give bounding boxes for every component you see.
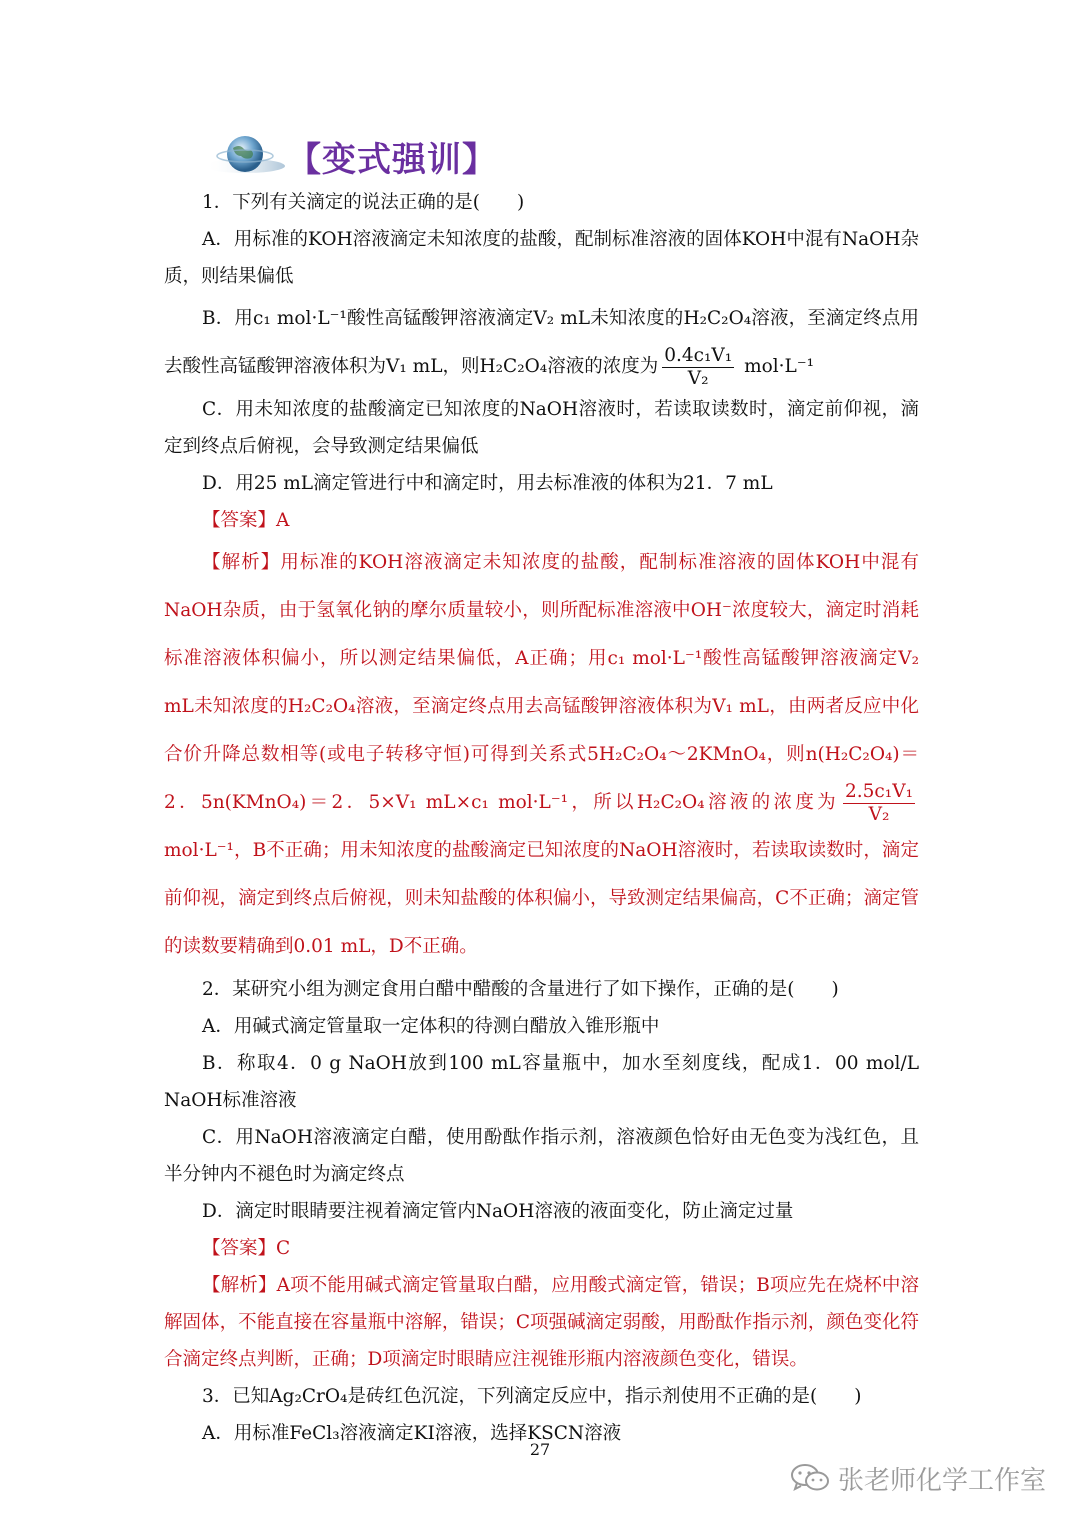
answer-value: A bbox=[276, 510, 290, 531]
question-2-option-c: C．用NaOH溶液滴定白醋，使用酚酞作指示剂，溶液颜色恰好由无色变为浅红色，且半分钟内不褪色时为滴定终点 bbox=[164, 1127, 919, 1185]
answer-label: 【答案】 bbox=[202, 510, 277, 531]
question-1-analysis bbox=[164, 539, 919, 971]
question-3-option-a: A．用标准FeCl₃溶液滴定KI溶液，选择KSCN溶液 bbox=[202, 1423, 622, 1444]
question-2-option-a: A．用碱式滴定管量取一定体积的待测白醋放入锥形瓶中 bbox=[202, 1016, 660, 1037]
question-1-option-d: D．用25 mL滴定管进行中和滴定时，用去标准液的体积为21．7 mL bbox=[202, 473, 773, 494]
option-b-text: B．用c₁ mol·L⁻¹酸性高锰酸钾溶液滴定V₂ mL未知浓度的H₂C₂O₄溶液，至滴定终点用去酸性高锰酸钾溶液体积为V₁ mL，则H₂C₂O₄溶液的浓度为 bbox=[164, 308, 919, 377]
section-title: 【变式强训】 bbox=[287, 140, 497, 180]
analysis-text: A项不能用碱式滴定管量取白醋，应用酸式滴定管，错误；B项应先在烧杯中溶解固体，不能直接在容量瓶中溶解，错误；C项强碱滴定弱酸，用酚酞作指示剂，颜色变化符合滴定终点判断，正确；D项滴定时眼睛应注视锥形瓶内溶液颜色变化，错误。 bbox=[164, 1275, 919, 1370]
fraction bbox=[662, 345, 734, 390]
fraction-denominator: V₂ bbox=[687, 367, 709, 389]
question-1-option-a: A．用标准的KOH溶液滴定未知浓度的盐酸，配制标准溶液的固体KOH中混有NaOH杂质，则结果偏低 bbox=[164, 229, 919, 287]
option-b-unit: mol·L⁻¹ bbox=[738, 356, 815, 377]
question-2-option-d: D．滴定时眼睛要注视着滴定管内NaOH溶液的液面变化，防止滴定过量 bbox=[202, 1201, 794, 1222]
answer-value: C bbox=[276, 1238, 291, 1259]
question-1-answer bbox=[164, 502, 919, 539]
question-2-analysis bbox=[164, 1267, 919, 1378]
analysis-label: 【解析】 bbox=[202, 1275, 277, 1296]
section-header bbox=[205, 130, 505, 186]
fraction-denominator: V₂ bbox=[868, 803, 890, 825]
answer-label: 【答案】 bbox=[202, 1238, 277, 1259]
globe-icon bbox=[205, 130, 295, 186]
watermark bbox=[790, 1458, 1046, 1498]
fraction-numerator: 2.5c₁V₁ bbox=[845, 780, 913, 802]
question-3-stem: 3．已知Ag₂CrO₄是砖红色沉淀，下列滴定反应中，指示剂使用不正确的是( ) bbox=[202, 1386, 862, 1407]
question-1-option-b bbox=[164, 295, 919, 391]
question-2-answer bbox=[164, 1230, 919, 1267]
analysis-text: 用标准的KOH溶液滴定未知浓度的盐酸，配制标准溶液的固体KOH中混有NaOH杂质，由于氢氧化钠的摩尔质量较小，则所配标准溶液中OH⁻浓度较大，滴定时消耗标准溶液体积偏小，所以测定结果偏低，A正确；用c₁ mol·L⁻¹酸性高锰酸钾溶液滴定V₂ mL未知浓度的H₂C₂O₄溶液，至滴定终点用去高锰酸钾溶液体积为V₁ mL，由两者反应中化合价升降总数相等(或电子转移守恒)可得到关系式5H₂C₂O₄～2KMnO₄，则n(H₂C₂O₄)＝2．5n(KMnO₄)＝2．5×V₁ mL×c₁ mol·L⁻¹，所以H₂C₂O₄溶液的浓度为 bbox=[164, 552, 919, 813]
question-1-option-c: C．用未知浓度的盐酸滴定已知浓度的NaOH溶液时，若读取读数时，滴定前仰视，滴定到终点后俯视，会导致测定结果偏低 bbox=[164, 399, 919, 457]
watermark-text: 张老师化学工作室 bbox=[838, 1465, 1047, 1496]
question-2-option-b: B．称取4．0 g NaOH放到100 mL容量瓶中，加水至刻度线，配成1．00 mol/L NaOH标准溶液 bbox=[164, 1053, 919, 1111]
question-1-stem: 1．下列有关滴定的说法正确的是( ) bbox=[202, 192, 525, 213]
page-number: 27 bbox=[529, 1440, 551, 1459]
question-2-stem: 2．某研究小组为测定食用白醋中醋酸的含量进行了如下操作，正确的是( ) bbox=[202, 979, 839, 1000]
fraction-numerator: 0.4c₁V₁ bbox=[664, 344, 733, 366]
analysis-label: 【解析】 bbox=[202, 552, 281, 573]
analysis-text-cont: mol·L⁻¹，B不正确；用未知浓度的盐酸滴定已知浓度的NaOH溶液时，若读取读数时，滴定前仰视，滴定到终点后俯视，则未知盐酸的体积偏小，导致测定结果偏高，C不正确；滴定管的读数要精确到0.01 mL，D不正确。 bbox=[164, 840, 919, 957]
content-body bbox=[164, 184, 919, 1452]
wechat-icon bbox=[790, 1462, 830, 1494]
fraction bbox=[843, 781, 915, 826]
